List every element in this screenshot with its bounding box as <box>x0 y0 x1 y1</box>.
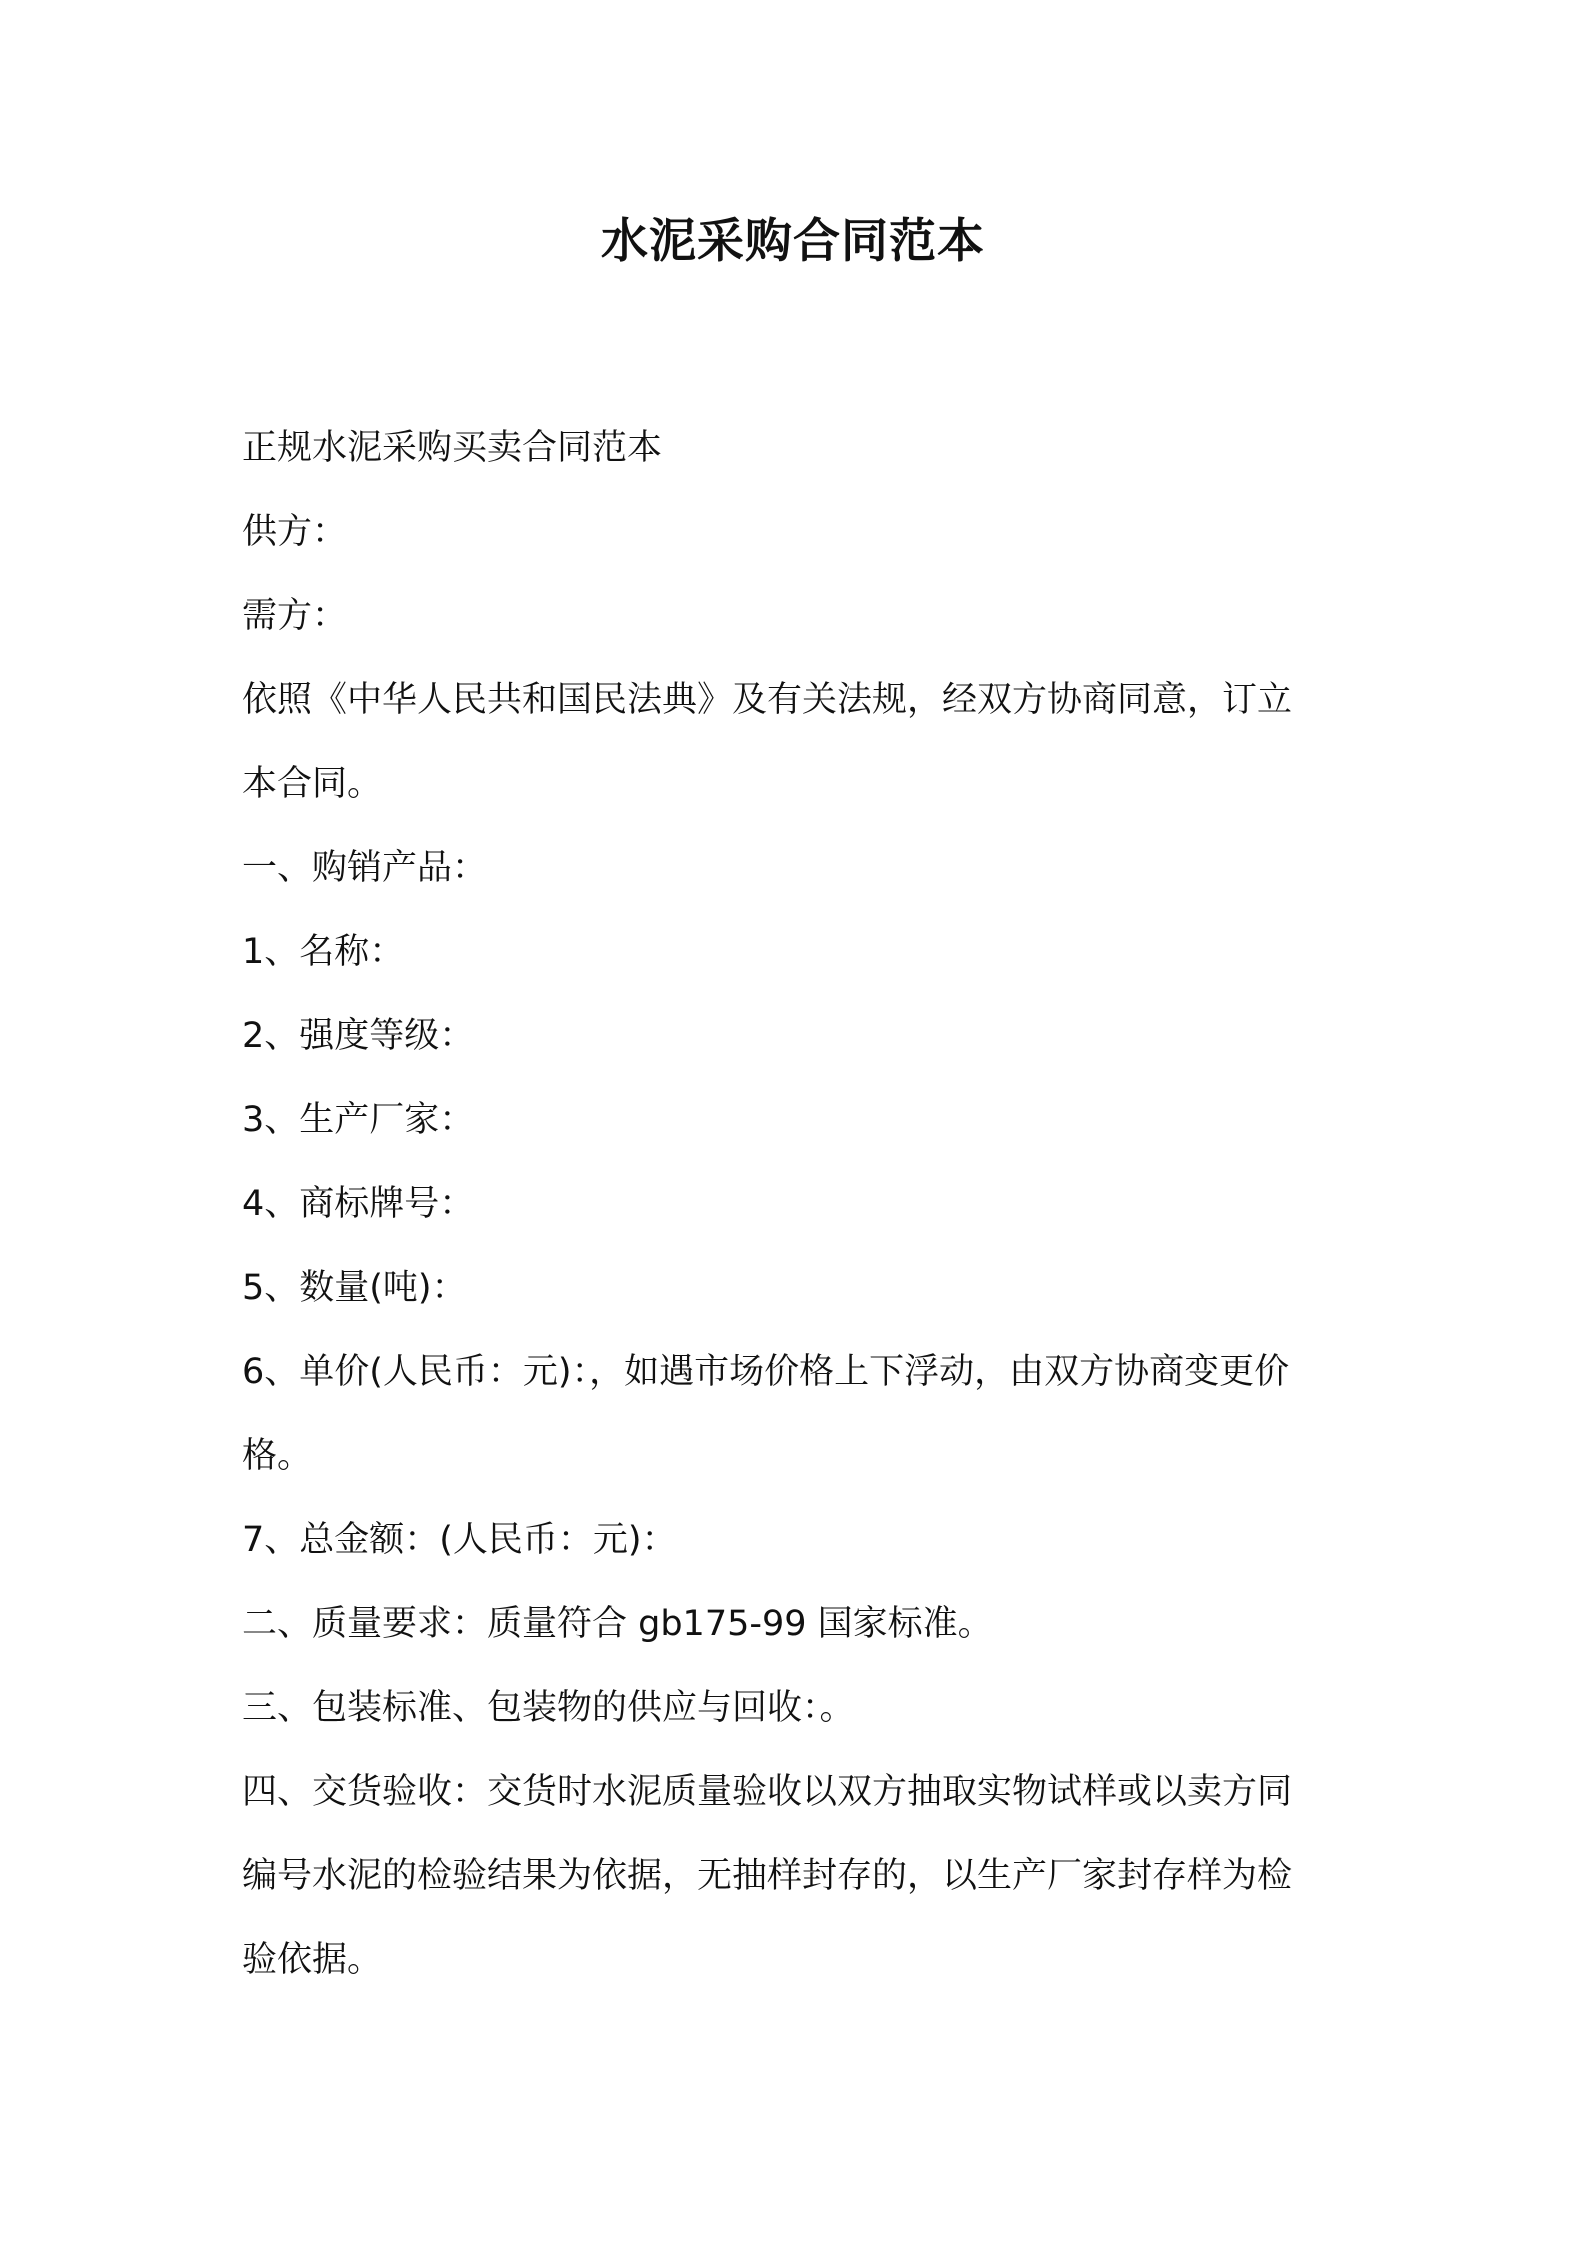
item-strength-grade: 2、强度等级： <box>242 1016 475 1056</box>
document-title: 水泥采购合同范本 <box>601 214 985 269</box>
paragraph-preamble-line1: 依照《中华人民共和国民法典》及有关法规，经双方协商同意，订立 <box>242 680 1293 720</box>
item-name: 1、名称： <box>242 932 405 972</box>
item-total-amount: 7、总金额：(人民币：元)： <box>242 1520 677 1560</box>
paragraph-preamble-line2: 本合同。 <box>242 764 383 804</box>
item-brand: 4、商标牌号： <box>242 1184 475 1224</box>
paragraph-buyer: 需方： <box>242 596 348 636</box>
section-quality: 二、质量要求：质量符合 gb175-99 国家标准。 <box>242 1604 993 1644</box>
item-unit-price-line2: 格。 <box>242 1436 313 1476</box>
section-delivery-line1: 四、交货验收：交货时水泥质量验收以双方抽取实物试样或以卖方同 <box>242 1772 1293 1812</box>
item-manufacturer: 3、生产厂家： <box>242 1100 475 1140</box>
document-body <box>242 406 1362 2002</box>
section-packaging: 三、包装标准、包装物的供应与回收：。 <box>242 1688 855 1728</box>
section-heading-products: 一、购销产品： <box>242 848 488 888</box>
item-unit-price-line1: 6、单价(人民币：元)：，如遇市场价格上下浮动，由双方协商变更价 <box>242 1352 1290 1392</box>
section-delivery-line3: 验依据。 <box>242 1940 383 1980</box>
paragraph-subtitle: 正规水泥采购买卖合同范本 <box>242 428 663 468</box>
paragraph-supplier: 供方： <box>242 512 348 552</box>
section-delivery-line2: 编号水泥的检验结果为依据，无抽样封存的，以生产厂家封存样为检 <box>242 1856 1293 1896</box>
item-quantity: 5、数量(吨)： <box>242 1268 467 1308</box>
